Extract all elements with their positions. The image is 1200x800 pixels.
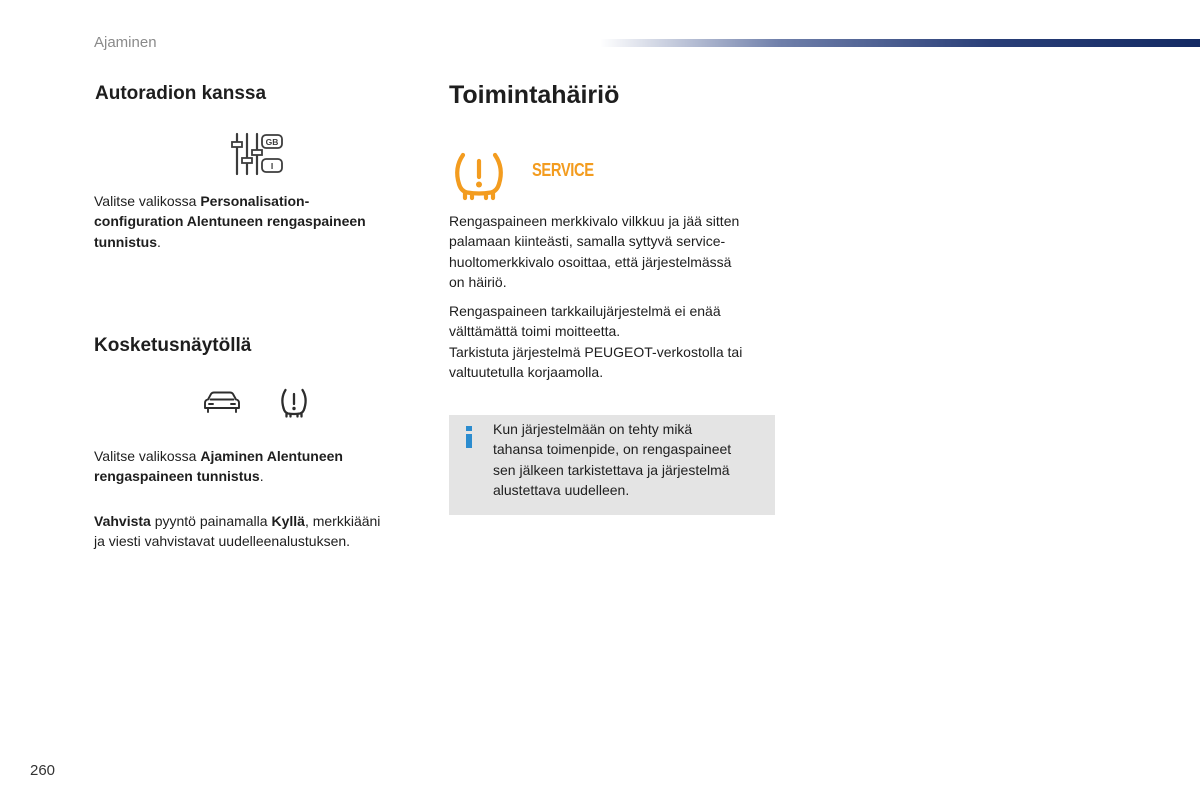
service-warning-label: SERVICE (532, 160, 594, 180)
instruction-text: Valitse valikossa (94, 193, 201, 209)
confirm-bold: Vahvista (94, 513, 151, 529)
instruction-text: . (259, 468, 264, 485)
menu-path-bold: configuration Alentuneen rengaspaineen (94, 213, 366, 230)
menu-path-bold: Personalisation- (200, 193, 310, 209)
instruction-text: , merkkiääni (304, 513, 381, 529)
paragraph-line: Tarkistuta järjestelmä PEUGEOT-verkostolla tai (449, 343, 743, 360)
menu-path-bold: tunnistus (94, 233, 157, 250)
paragraph-line: Rengaspaineen merkkivalo vilkkuu ja jää sitten (449, 213, 740, 229)
menu-path-bold: rengaspaineen tunnistus (94, 468, 260, 485)
tyre-pressure-warning-icon (278, 386, 310, 418)
note-line: tahansa toimenpide, on rengaspaineet (493, 441, 732, 458)
tyre-pressure-warning-orange-icon (451, 150, 507, 202)
info-note-text (493, 419, 768, 500)
yes-bold: Kyllä (271, 513, 305, 529)
section-label: Ajaminen (94, 34, 157, 51)
page-number: 260 (30, 762, 56, 779)
touchscreen-instruction (94, 446, 424, 487)
touchscreen-heading: Kosketusnäytöllä (94, 335, 252, 356)
paragraph-line: huoltomerkkivalo osoittaa, että järjestelmässä (449, 253, 732, 270)
instruction-text: ja viesti vahvistavat uudelleenalustuksen. (94, 533, 351, 550)
malfunction-paragraph-1 (449, 211, 789, 292)
autoradio-heading: Autoradion kanssa (95, 83, 267, 104)
paragraph-line: on häiriö. (449, 273, 507, 290)
note-line: Kun järjestelmään on tehty mikä (493, 421, 693, 437)
info-icon (461, 425, 477, 449)
paragraph-line: Rengaspaineen tarkkailujärjestelmä ei enää (449, 303, 721, 319)
paragraph-line: palamaan kiinteästi, samalla syttyvä service- (449, 233, 726, 250)
autoradio-instruction (94, 191, 424, 252)
paragraph-line: välttämättä toimi moitteetta. (449, 323, 621, 340)
confirm-instruction (94, 511, 434, 552)
settings-sliders-icon (228, 131, 286, 177)
malfunction-paragraph-2 (449, 301, 789, 382)
note-line: alustettava uudelleen. (493, 481, 630, 498)
note-line: sen jälkeen tarkistettava ja järjestelmä (493, 461, 730, 478)
header-bar (600, 39, 1200, 47)
malfunction-heading: Toimintahäiriö (449, 81, 620, 109)
icon-label-gb: GB (265, 137, 279, 147)
instruction-text: Valitse valikossa (94, 448, 201, 464)
instruction-text: pyyntö painamalla (150, 513, 272, 529)
instruction-text: . (157, 233, 161, 250)
car-icon (202, 390, 242, 416)
icon-label-i: I (270, 161, 274, 171)
menu-path-bold: Ajaminen Alentuneen (200, 448, 343, 464)
paragraph-line: valtuutetulla korjaamolla. (449, 363, 604, 380)
